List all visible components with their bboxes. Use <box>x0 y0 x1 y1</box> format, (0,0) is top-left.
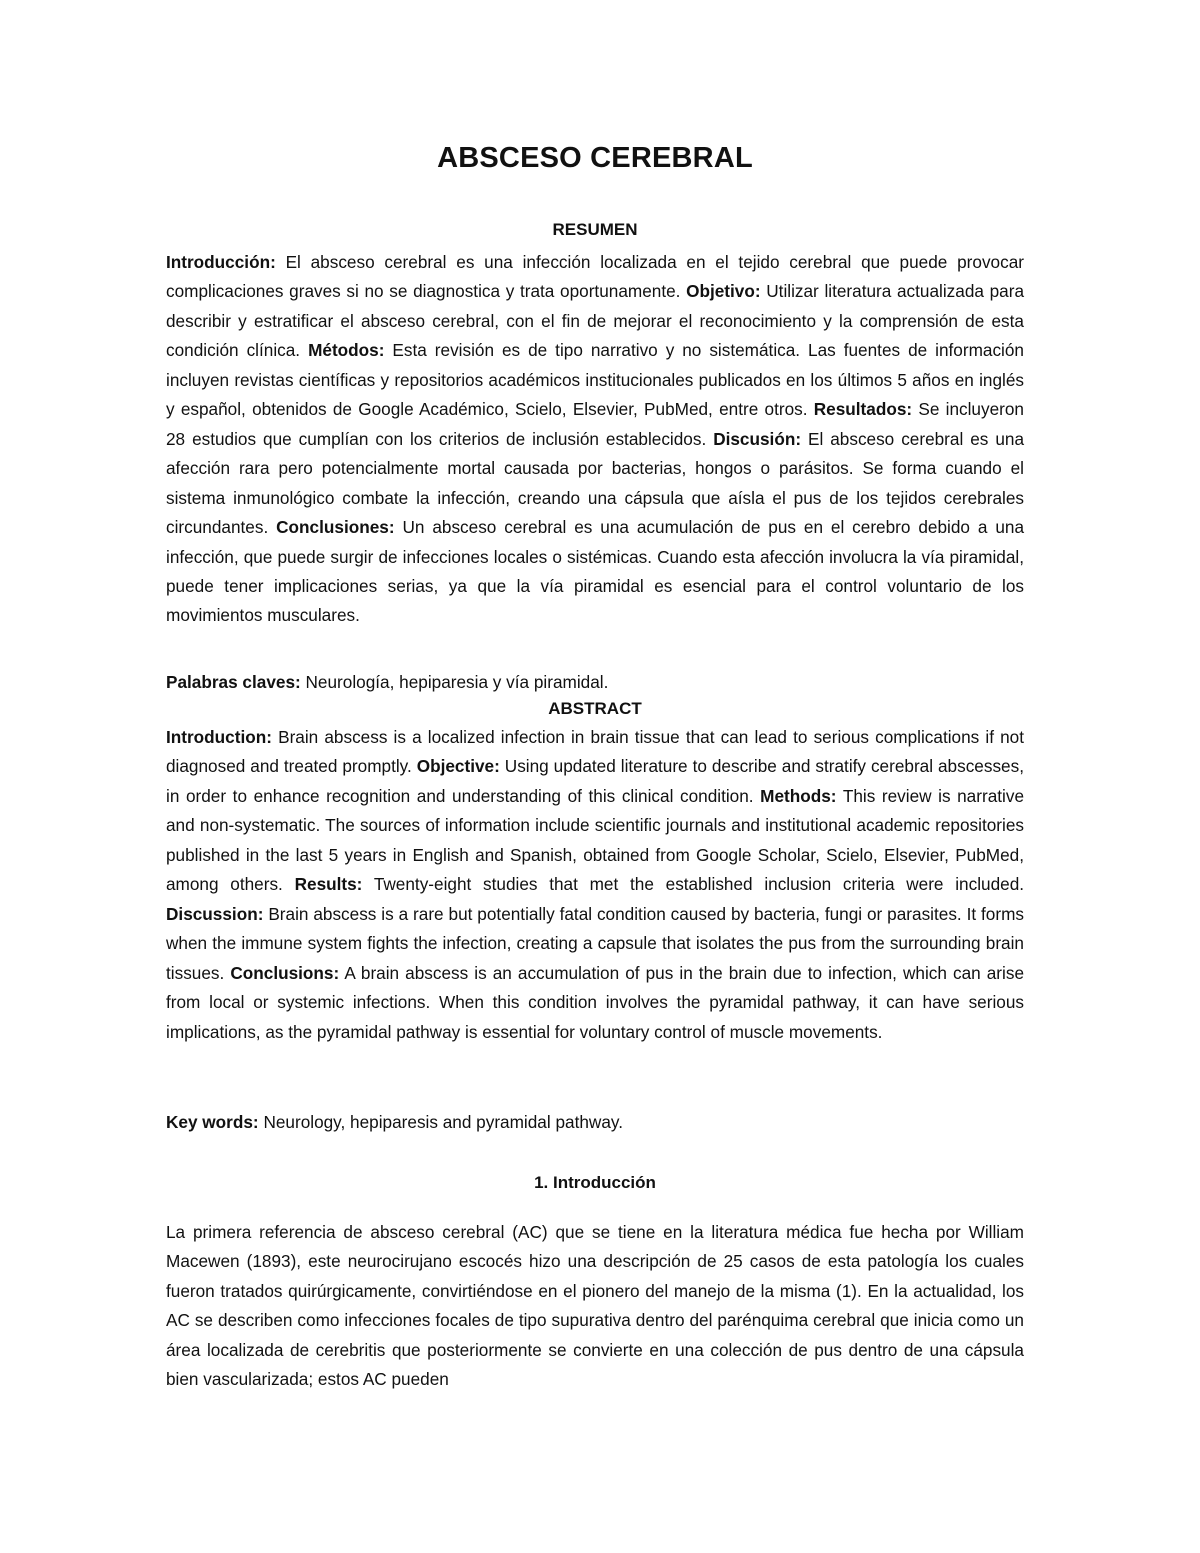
abstract-intro-text: Brain abscess is a localized infection in brain tissue that can lead to serious complications if not diagnosed and treated promptly. <box>166 727 1024 777</box>
resumen-metodos-label: Métodos: <box>308 340 385 361</box>
abstract-heading: ABSTRACT <box>548 699 642 718</box>
document-title: ABSCESO CEREBRAL <box>437 142 753 174</box>
abstract-methods-label: Methods: <box>760 785 837 806</box>
introduccion-body: La primera referencia de absceso cerebral (AC) que se tiene en la literatura médica fue hecha por William Macewen (1893), este neurocirujano escocés hizo una descripción de 25 casos de esta patología los cuales fueron tratados quirúrgicamente, convirtiéndose en el pionero del manejo de la misma (1). En la actualidad, los AC se describen como infecciones focales de tipo supurativa dentro del parénquima cerebral que inicia como un área localizada de cerebritis que posteriormente se convierte en una colección de pus dentro de una cápsula bien vascularizada; estos AC pueden <box>166 1222 1024 1390</box>
resumen-discusion-text: El absceso cerebral es una afección rara pero potencialmente mortal causada por bacterias, hongos o parásitos. Se forma cuando el sistema inmunológico combate la infección, creando una cápsula que aísla el pus de los tejidos cerebrales circundantes. <box>166 428 1025 538</box>
resumen-objetivo-text: Utilizar literatura actualizada para describir y estratificar el absceso cerebral, con el fin de mejorar el reconocimiento y la comprensión de esta condición clínica. <box>166 281 1025 361</box>
resumen-discusion-label: Discusión: <box>713 428 802 449</box>
introduccion-heading: 1. Introducción <box>534 1173 656 1192</box>
resumen-objetivo-label: Objetivo: <box>686 281 761 302</box>
abstract-discussion-label: Discussion: <box>166 903 264 924</box>
resumen-keywords-text: Neurología, hepiparesia y vía piramidal. <box>305 672 609 692</box>
resumen-intro-text: El absceso cerebral es una infección localizada en el tejido cerebral que puede provocar complicaciones graves si no se diagnostica y trata oportunamente. <box>166 252 1024 302</box>
abstract-conclusions-text: A brain abscess is an accumulation of pus in the brain due to infection, which can arise from local or systemic infections. When this condition involves the pyramidal pathway, it can have serious implications, as the pyramidal pathway is essential for voluntary control of muscle movements. <box>166 962 1025 1042</box>
abstract-keywords-label: Key words: <box>166 1112 259 1132</box>
resumen-resultados-label: Resultados: <box>813 399 913 420</box>
abstract-keywords-text: Neurology, hepiparesis and pyramidal pathway. <box>263 1112 623 1132</box>
resumen-paragraph <box>166 248 1024 631</box>
abstract-conclusions-label: Conclusions: <box>230 962 340 983</box>
abstract-methods-text: This review is narrative and non-systematic. The sources of information include scientific journals and institutional academic repositories published in the last 5 years in English and Spanish, obtained from Google Scholar, Scielo, Elsevier, PubMed, among others. <box>166 785 1024 895</box>
resumen-intro-label: Introducción: <box>166 252 276 272</box>
abstract-keywords <box>166 1110 1024 1134</box>
abstract-discussion-text: Brain abscess is a rare but potentially fatal condition caused by bacteria, fungi or parasites. It forms when the immune system fights the infection, creating a capsule that isolates the pus from the surrounding brain tissues. <box>166 903 1024 983</box>
abstract-results-text: Twenty-eight studies that met the established inclusion criteria were included. <box>373 874 1025 895</box>
resumen-resultados-text: Se incluyeron 28 estudios que cumplían con los criterios de inclusión establecidos. <box>166 399 1024 449</box>
resumen-keywords-label: Palabras claves: <box>166 672 301 692</box>
abstract-results-label: Results: <box>294 874 363 895</box>
abstract-objective-text: Using updated literature to describe and stratify cerebral abscesses, in order to enhance recognition and understanding of this clinical condition. <box>166 756 1024 806</box>
abstract-paragraph <box>166 723 1024 1047</box>
resumen-metodos-text: Esta revisión es de tipo narrativo y no sistemática. Las fuentes de información incluyen revistas científicas y repositorios académicos institucionales publicados en los últimos 5 años en inglés y español, obtenidos de Google Académico, Scielo, Elsevier, PubMed, entre otros. <box>166 340 1024 420</box>
resumen-keywords <box>166 670 1024 694</box>
resumen-conclusiones-text: Un absceso cerebral es una acumulación de pus en el cerebro debido a una infección, que puede surgir de infecciones locales o sistémicas. Cuando esta afección involucra la vía piramidal, puede tener implicaciones serias, ya que la vía piramidal es esencial para el control voluntario de los movimientos musculares. <box>166 517 1025 626</box>
abstract-intro-label: Introduction: <box>166 727 272 747</box>
resumen-heading: RESUMEN <box>552 220 638 239</box>
abstract-objective-label: Objective: <box>416 756 500 777</box>
resumen-conclusiones-label: Conclusiones: <box>276 517 395 538</box>
